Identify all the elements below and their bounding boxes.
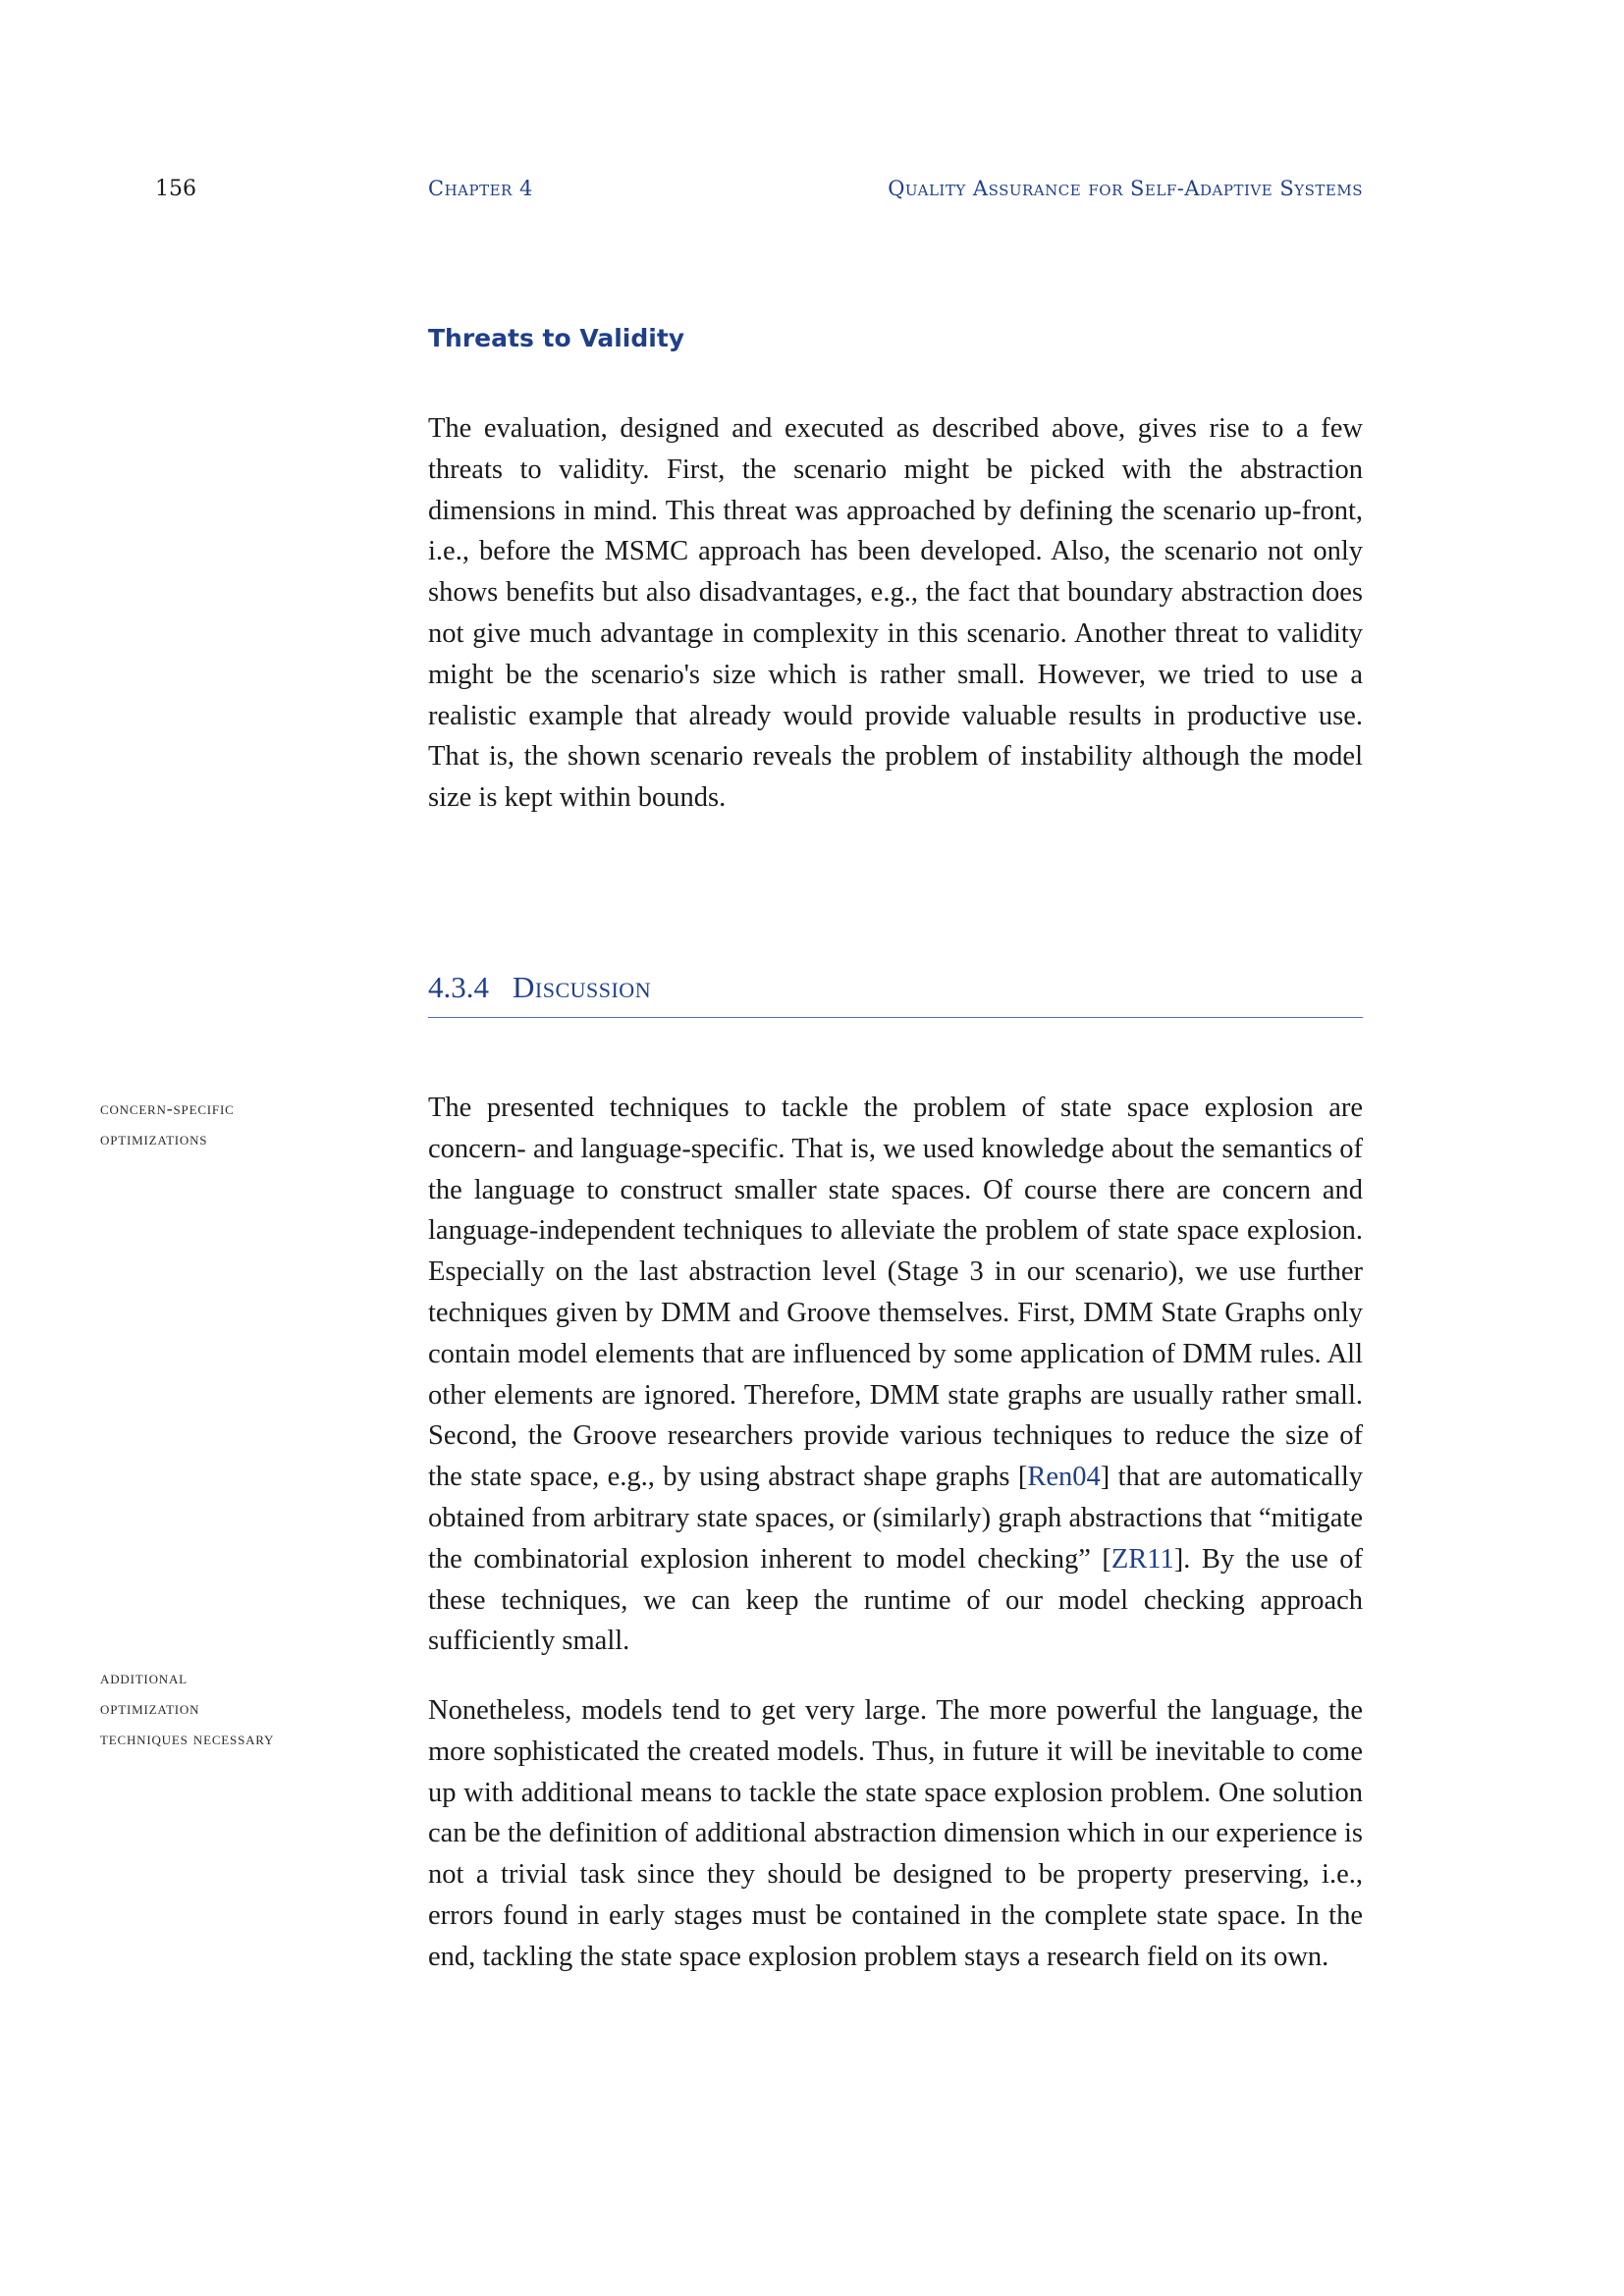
discussion-paragraph-1 bbox=[428, 1088, 1363, 1662]
subsection-number: 4.3.4 bbox=[428, 970, 489, 1004]
page-number: 156 bbox=[155, 177, 196, 201]
threats-heading: Threats to Validity bbox=[428, 324, 685, 352]
citation-ren04[interactable]: Ren04 bbox=[1027, 1462, 1101, 1493]
discussion-paragraph-2: Nonetheless, models tend to get very large. The more powerful the language, the more sophisticated the created models. Thus, in future it will be inevitable to come up with additional means to tackle the state space explosion problem. One solution can be the definition of additional abstraction dimension which in our experience is not a trivial task since they should be designed to be property preserving, i.e., errors found in early stages must be contained in the complete state space. In the end, tackling the state space explosion problem stays a research field on its own. bbox=[428, 1695, 1363, 1972]
margin-note-concern-specific: concern-specific optimizations bbox=[100, 1098, 235, 1148]
subsection-title: Discussion bbox=[513, 970, 652, 1004]
threats-paragraph: The evaluation, designed and executed as described above, gives rise to a few threats to validity. First, the scenario might be picked with the abstraction dimensions in mind. This threat was approached by defining the scenario up-front, i.e., before the MSMC approach has been developed. Also, the scenario not only shows benefits but also disadvantages, e.g., the fact that boundary abstraction does not give much advantage in complexity in this scenario. Another threat to validity might be the scenario's size which is rather small. However, we tried to use a realistic example that already would provide valuable results in productive use. That is, the shown scenario reveals the problem of instability although the model size is kept within bounds. bbox=[428, 413, 1363, 814]
subsection-heading bbox=[428, 970, 1363, 1018]
running-header-title: Quality Assurance for Self-Adaptive Systems bbox=[888, 177, 1363, 200]
running-header-chapter: Chapter 4 bbox=[428, 177, 533, 200]
citation-zr11[interactable]: ZR11 bbox=[1110, 1543, 1174, 1575]
discussion-p1-text-c: ]. By the use of these techniques, we can keep the runtime of our model checking approach sufficiently small. bbox=[428, 1543, 1363, 1657]
discussion-p1-text-a: The presented techniques to tackle the problem of state space explosion are concern- and language-specific. That is, we used knowledge about the semantics of the language to construct smaller state spaces. Of course there are concern and language-independent techniques to alleviate the problem of state space explosion. Especially on the last abstraction level (Stage 3 in our scenario), we use further techniques given by DMM and Groove themselves. First, DMM State Graphs only contain model elements that are influenced by some application of DMM rules. All other elements are ignored. Therefore, DMM state graphs are usually rather small. Second, the Groove researchers provide various techniques to reduce the size of the state space, e.g., by using abstract shape graphs [ bbox=[428, 1093, 1363, 1493]
margin-note-additional-optimization: additional optimization techniques necessary bbox=[100, 1668, 275, 1748]
discussion-p1-text-b: ] that are automatically obtained from arbitrary state spaces, or (similarly) graph abstractions that “mitigate the combinatorial explosion inherent to model checking” [ bbox=[428, 1462, 1363, 1575]
